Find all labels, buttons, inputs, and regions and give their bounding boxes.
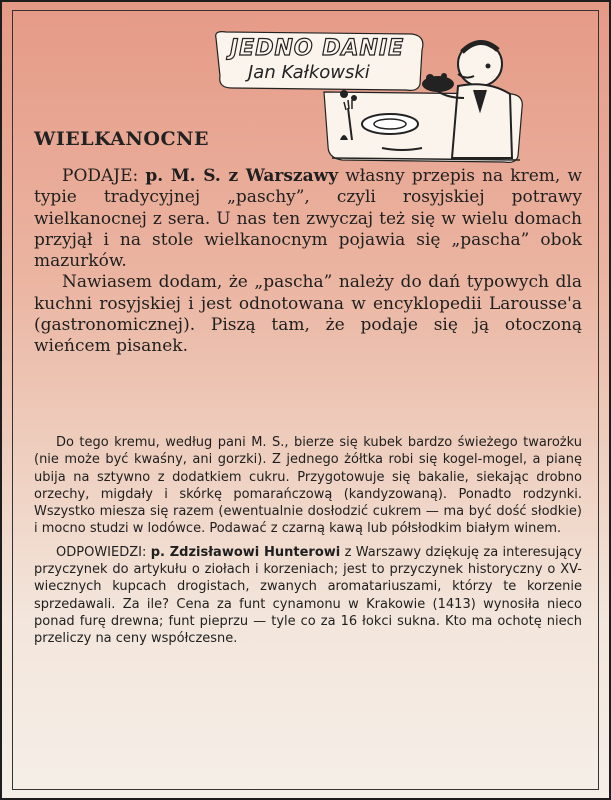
intro-text: własny przepis na krem, w typie tradycyjnej „paschy”, czyli rosyjskiej potrawy wielkanocnej z sera. U nas ten zwyczaj też się w wielu domach przyjął i na stole wielkanocnym pojawia się „pascha” obok mazurków. bbox=[34, 166, 582, 272]
recipe-paragraph: Do tego kremu, według pani M. S., bierze się kubek bardzo świeżego twarożku (nie może być kwaśny, ani gorzki). Z jednego żółtka robi się kogel-mogel, a pianę ubija na sztywno z dodatkiem cukru. Przygotowuje się bakalie, siekając drobno orzechy, migdały i skórkę pomarańczową (kandyzowaną). Ponadto rodzynki. Wszystko miesza się razem (ewentualnie dosłodzić cukrem — ma być dość słodkie) i mocno studzi w lodówce. Podawać z czarną kawą lub półsłodkim białym winem. bbox=[34, 435, 582, 537]
answers-paragraph bbox=[34, 544, 582, 648]
article-intro bbox=[34, 166, 582, 358]
column-series-title: JEDNO DANIE bbox=[230, 36, 405, 61]
second-paragraph: Nawiasem dodam, że „pascha” należy do dań typowych dla kuchni rosyjskiej i jest odnotowana w encyklopedii Larousse'a (gastronomicznej). Piszą tam, że podaje się ją otoczoną wieńcem pisanek. bbox=[34, 272, 582, 357]
intro-paragraph bbox=[34, 166, 582, 272]
answers-text: z Warszawy dziękuję za interesujący przyczynek do artykułu o ziołach i korzeniach; jest to przyczynek historyczny o XV-wiecznych kupcach drogistach, zwanych aromatariuszami, którzy te korzenie sprzedawali. Za ile? Cena za funt cynamonu w Krakowie (1413) wynosiła nieco ponad furę drewna; funt pieprzu — tyle co za 16 łokci sukna. Kto ma ochotę niech przeliczy na ceny współczesne. bbox=[34, 544, 582, 647]
intro-source: p. M. S. z Warszawy bbox=[145, 166, 339, 186]
column-author: Jan Kałkowski bbox=[248, 62, 370, 83]
article-body bbox=[34, 434, 582, 648]
answers-addressee: p. Zdzisławowi Hunterowi bbox=[150, 544, 341, 560]
intro-lead-word: PODAJE: bbox=[62, 166, 139, 186]
answers-lead-word: ODPOWIEDZI: bbox=[56, 544, 147, 560]
column-header-logo bbox=[212, 28, 582, 168]
article-heading: WIELKANOCNE bbox=[34, 128, 209, 150]
